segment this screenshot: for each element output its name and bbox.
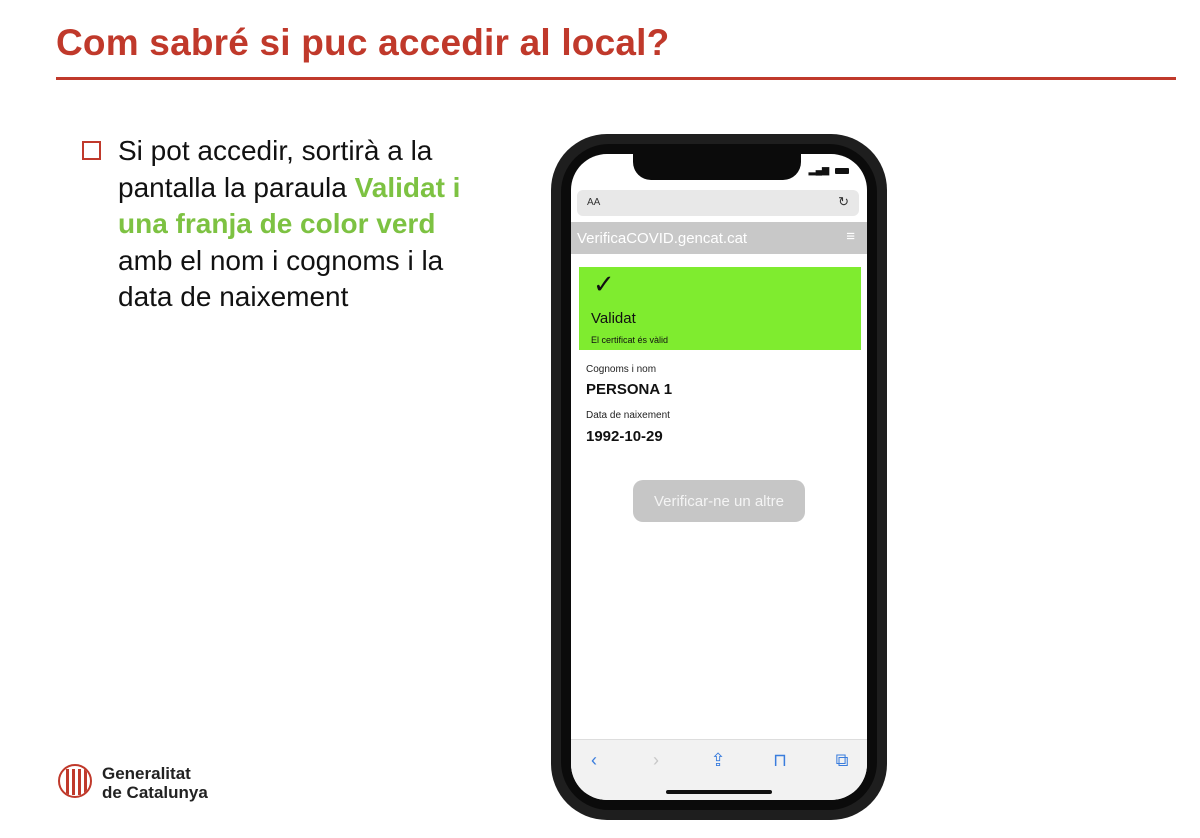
verify-another-button[interactable]: Verificar-ne un altre [633,480,805,522]
phone-screen [571,154,867,800]
bullet-text-part2: amb el nom i cognoms i la data de naixement [118,244,444,312]
phone-bezel [561,144,877,810]
checkmark-icon: ✓ [593,269,615,299]
name-value: PERSONA 1 [586,381,673,398]
browser-toolbar [571,739,867,800]
site-header [571,222,867,254]
reload-icon[interactable]: ↻ [838,194,849,209]
square-bullet-icon [82,141,101,160]
battery-icon [835,168,849,174]
tabs-icon[interactable]: ⧉ [835,750,849,770]
logo-line-2: de Catalunya [102,783,208,802]
slide-title: Com sabré si puc accedir al local? [56,22,670,63]
forward-button[interactable]: › [653,750,659,770]
validation-title: Validat [591,310,636,327]
home-indicator [666,790,772,794]
phone-mockup [551,134,887,820]
generalitat-emblem-icon [58,764,92,798]
phone-notch [633,154,801,180]
bookmarks-icon[interactable]: ⊓ [772,750,788,770]
share-icon[interactable]: ⇪ [710,750,726,770]
birthdate-value: 1992-10-29 [586,428,663,445]
status-bar-icons [809,165,849,176]
title-divider [56,77,1176,80]
menu-icon[interactable]: ≡ [846,228,855,245]
site-title: VerificaCOVID.gencat.cat [577,230,748,247]
text-size-button[interactable]: AA [587,197,601,208]
validation-status-panel [579,267,861,350]
logo-text [102,764,208,802]
logo-line-1: Generalitat [102,764,191,783]
name-label: Cognoms i nom [586,364,657,375]
validation-subtitle: El certificat és vàlid [591,335,669,345]
browser-address-bar[interactable] [577,190,859,216]
back-button[interactable]: ‹ [591,750,597,770]
signal-icon: ▂▄▆ [808,165,829,175]
bullet-text-part1: Si pot accedir, sortirà a la pantalla la paraula [118,135,433,203]
bullet-highlight: Validat i una franja de color verd [118,171,461,239]
bullet-text [118,133,478,316]
birthdate-label: Data de naixement [586,410,670,421]
